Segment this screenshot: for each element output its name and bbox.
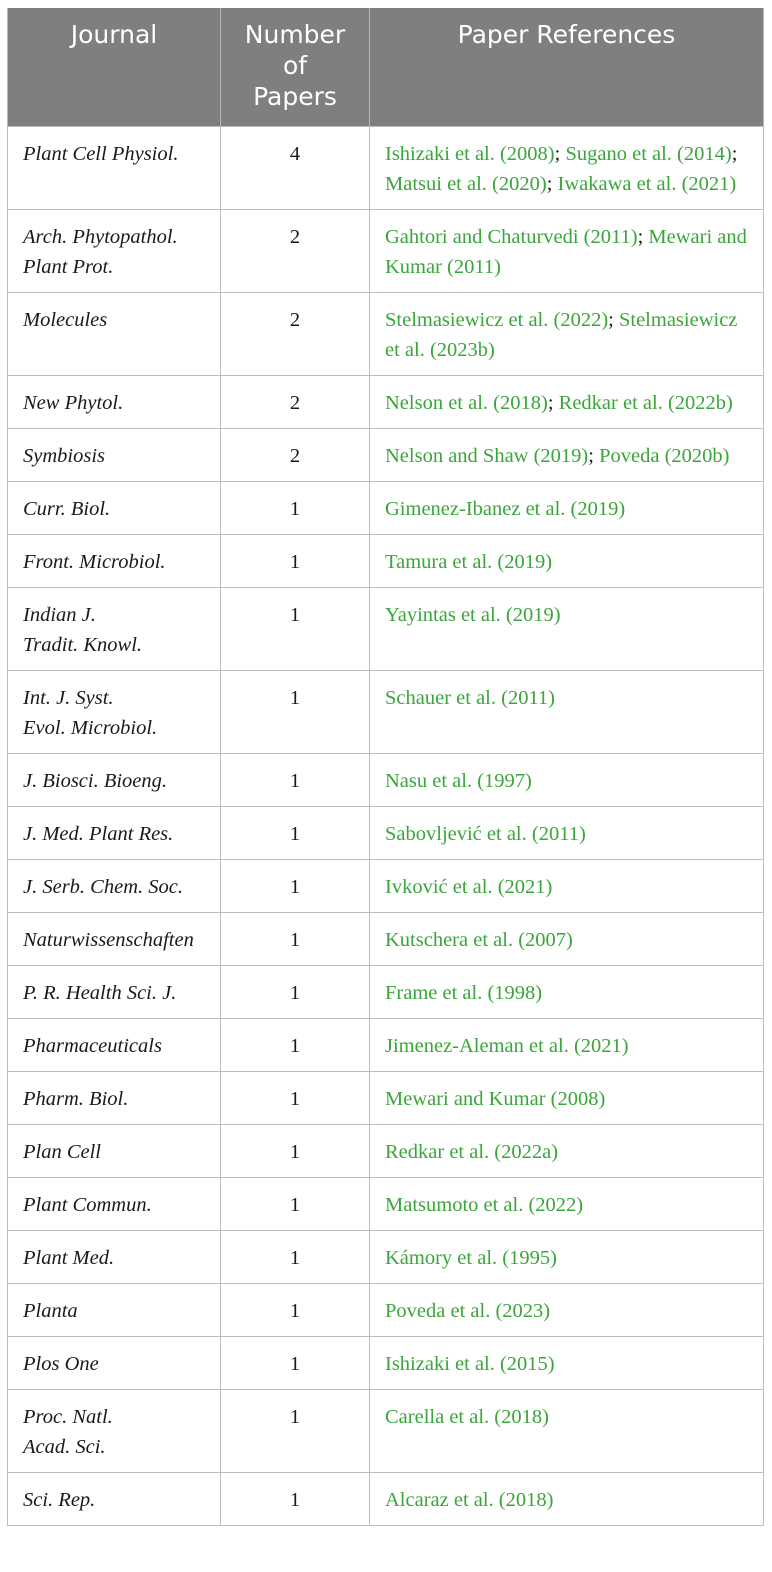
paper-count: 1 [289, 1488, 301, 1511]
reference-link[interactable]: Nelson and Shaw (2019) [385, 444, 589, 467]
table-row [8, 126, 764, 209]
references-cell [370, 428, 764, 481]
references-cell [370, 806, 764, 859]
reference-separator: ; [547, 391, 559, 414]
reference-separator: ; [588, 444, 600, 467]
references-cell [370, 1177, 764, 1230]
journal-cell [8, 428, 221, 481]
reference-link[interactable]: Kámory et al. (1995) [385, 1246, 557, 1269]
reference-link[interactable]: Iwakawa et al. (2021) [557, 172, 737, 195]
paper-count: 1 [289, 928, 301, 951]
paper-count: 1 [289, 1140, 301, 1163]
journal-cell [8, 292, 221, 375]
paper-count: 1 [289, 822, 301, 845]
references-cell [370, 587, 764, 670]
references-cell [370, 126, 764, 209]
references-cell [370, 1389, 764, 1472]
table-row [8, 1177, 764, 1230]
paper-count-cell [221, 1071, 370, 1124]
table-body [8, 126, 764, 1525]
table-row [8, 1283, 764, 1336]
references-cell [370, 1071, 764, 1124]
paper-count: 1 [289, 1405, 301, 1428]
paper-count-cell [221, 1018, 370, 1071]
table-row [8, 587, 764, 670]
paper-count: 1 [289, 1034, 301, 1057]
journal-cell [8, 587, 221, 670]
reference-link[interactable]: Kutschera et al. (2007) [385, 928, 573, 951]
journal-cell [8, 1472, 221, 1525]
journal-name: Plant Prot. [23, 255, 114, 278]
reference-link[interactable]: Alcaraz et al. (2018) [385, 1488, 554, 1511]
journal-cell [8, 126, 221, 209]
journal-name: J. Biosci. Bioeng. [23, 769, 168, 792]
journal-name: Naturwissenschaften [23, 928, 194, 951]
references-cell [370, 965, 764, 1018]
journal-name: Evol. Microbiol. [23, 716, 158, 739]
reference-separator: ; [554, 142, 566, 165]
paper-count: 1 [289, 1246, 301, 1269]
journal-cell [8, 753, 221, 806]
paper-count: 2 [289, 444, 301, 467]
table-row [8, 481, 764, 534]
header-number-line: Number [244, 20, 346, 49]
journal-cell [8, 670, 221, 753]
reference-link[interactable]: Gahtori and Chaturvedi (2011) [385, 225, 638, 248]
header-journal [8, 8, 221, 126]
header-number-line: Papers [253, 82, 337, 111]
references-cell [370, 1336, 764, 1389]
journal-cell [8, 375, 221, 428]
references-cell [370, 1124, 764, 1177]
journal-name: Planta [23, 1299, 78, 1322]
table-row [8, 912, 764, 965]
paper-count-cell [221, 806, 370, 859]
reference-link[interactable]: Stelmasiewicz et al. (2023b) [385, 308, 738, 361]
reference-link[interactable]: Ishizaki et al. (2015) [385, 1352, 555, 1375]
paper-count: 1 [289, 875, 301, 898]
references-cell [370, 292, 764, 375]
references-cell [370, 534, 764, 587]
reference-link[interactable]: Poveda (2020b) [599, 444, 730, 467]
paper-count: 2 [289, 308, 301, 331]
paper-count-cell [221, 375, 370, 428]
journal-cell [8, 806, 221, 859]
references-cell [370, 209, 764, 292]
journal-cell [8, 1389, 221, 1472]
paper-count: 1 [289, 497, 301, 520]
journal-name: J. Med. Plant Res. [23, 822, 174, 845]
header-references-label: Paper References [457, 20, 676, 49]
paper-count-cell [221, 1230, 370, 1283]
journal-cell [8, 1283, 221, 1336]
header-row [8, 8, 764, 126]
journal-cell [8, 965, 221, 1018]
table-row [8, 1018, 764, 1071]
reference-link[interactable]: Ivković et al. (2021) [385, 875, 553, 898]
paper-count-cell [221, 1472, 370, 1525]
reference-link[interactable]: Sabovljević et al. (2011) [385, 822, 586, 845]
paper-count-cell [221, 1389, 370, 1472]
journal-name: Proc. Natl. [23, 1405, 113, 1428]
reference-separator: ; [608, 308, 619, 331]
journal-name: Molecules [23, 308, 108, 331]
journal-name: Symbiosis [23, 444, 105, 467]
reference-link[interactable]: Sugano et al. (2014) [565, 142, 732, 165]
journal-name: Plant Commun. [23, 1193, 152, 1216]
table-row [8, 1230, 764, 1283]
table-row [8, 670, 764, 753]
references-cell [370, 912, 764, 965]
table-row [8, 1124, 764, 1177]
header-paper-references [370, 8, 764, 126]
paper-count-cell [221, 912, 370, 965]
paper-count-cell [221, 1336, 370, 1389]
reference-link[interactable]: Matsui et al. (2020) [385, 172, 547, 195]
table-row [8, 1071, 764, 1124]
paper-count-cell [221, 1283, 370, 1336]
paper-count: 1 [289, 769, 301, 792]
reference-link[interactable]: Ishizaki et al. (2008) [385, 142, 555, 165]
table-row [8, 965, 764, 1018]
paper-count: 1 [289, 1299, 301, 1322]
references-cell [370, 670, 764, 753]
reference-link[interactable]: Frame et al. (1998) [385, 981, 543, 1004]
paper-count-cell [221, 1124, 370, 1177]
journal-cell [8, 481, 221, 534]
references-cell [370, 1230, 764, 1283]
reference-link[interactable]: Mewari and Kumar (2008) [385, 1087, 606, 1110]
journal-table [7, 8, 764, 1526]
paper-count: 1 [289, 1087, 301, 1110]
table-row [8, 1389, 764, 1472]
references-cell [370, 753, 764, 806]
journal-name: Int. J. Syst. [23, 686, 114, 709]
journal-cell [8, 209, 221, 292]
table-row [8, 1472, 764, 1525]
reference-link[interactable]: Redkar et al. (2022b) [558, 391, 733, 414]
reference-link[interactable]: Carella et al. (2018) [385, 1405, 549, 1428]
paper-count-cell [221, 753, 370, 806]
references-cell [370, 1018, 764, 1071]
reference-link[interactable]: Matsumoto et al. (2022) [385, 1193, 584, 1216]
table-row [8, 375, 764, 428]
references-cell [370, 375, 764, 428]
journal-name: Tradit. Knowl. [23, 633, 143, 656]
journal-cell [8, 1336, 221, 1389]
references-cell [370, 481, 764, 534]
journal-cell [8, 534, 221, 587]
journal-name: P. R. Health Sci. J. [23, 981, 177, 1004]
journal-name: Pharmaceuticals [23, 1034, 162, 1057]
table-row [8, 859, 764, 912]
paper-count: 1 [289, 1193, 301, 1216]
paper-count: 2 [289, 391, 301, 414]
journal-name: Plos One [23, 1352, 99, 1375]
journal-name: Sci. Rep. [23, 1488, 96, 1511]
header-number-line: of [282, 51, 308, 80]
table-row [8, 534, 764, 587]
header-number-of-papers [221, 8, 370, 126]
paper-count: 1 [289, 686, 301, 709]
journal-name: New Phytol. [23, 391, 124, 414]
reference-link[interactable]: Tamura et al. (2019) [385, 550, 553, 573]
paper-count-cell [221, 292, 370, 375]
journal-cell [8, 912, 221, 965]
references-cell [370, 1472, 764, 1525]
paper-count: 1 [289, 550, 301, 573]
paper-count-cell [221, 481, 370, 534]
reference-separator: ; [546, 172, 558, 195]
journal-name: Front. Microbiol. [23, 550, 166, 573]
paper-count-cell [221, 587, 370, 670]
paper-count-cell [221, 1177, 370, 1230]
journal-name: Plant Cell Physiol. [23, 142, 179, 165]
paper-count: 2 [289, 225, 301, 248]
reference-separator: ; [637, 225, 649, 248]
reference-link[interactable]: Jimenez-Aleman et al. (2021) [385, 1034, 629, 1057]
journal-name: Acad. Sci. [23, 1435, 106, 1458]
paper-count-cell [221, 670, 370, 753]
paper-count: 1 [289, 1352, 301, 1375]
paper-count-cell [221, 428, 370, 481]
reference-link[interactable]: Mewari and Kumar (2011) [385, 225, 747, 278]
paper-count-cell [221, 534, 370, 587]
table-row [8, 428, 764, 481]
reference-link[interactable]: Stelmasiewicz et al. (2022) [385, 308, 609, 331]
reference-separator: ; [731, 142, 738, 165]
paper-count: 4 [289, 142, 301, 165]
references-cell [370, 859, 764, 912]
table-header [8, 8, 764, 126]
journal-name: Curr. Biol. [23, 497, 111, 520]
paper-count: 1 [289, 981, 301, 1004]
journal-cell [8, 1230, 221, 1283]
journal-name: J. Serb. Chem. Soc. [23, 875, 183, 898]
paper-count-cell [221, 965, 370, 1018]
header-journal-label: Journal [70, 20, 158, 49]
table-row [8, 753, 764, 806]
reference-link[interactable]: Poveda et al. (2023) [385, 1299, 551, 1322]
reference-link[interactable]: Gimenez-Ibanez et al. (2019) [385, 497, 626, 520]
table-row [8, 209, 764, 292]
table-row [8, 292, 764, 375]
journal-name: Plant Med. [23, 1246, 115, 1269]
journal-name: Indian J. [23, 603, 96, 626]
journal-cell [8, 1124, 221, 1177]
reference-link[interactable]: Nasu et al. (1997) [385, 769, 532, 792]
reference-link[interactable]: Redkar et al. (2022a) [385, 1140, 559, 1163]
paper-count-cell [221, 209, 370, 292]
paper-count: 1 [289, 603, 301, 626]
journal-name: Pharm. Biol. [23, 1087, 129, 1110]
reference-link[interactable]: Schauer et al. (2011) [385, 686, 556, 709]
journal-cell [8, 859, 221, 912]
journal-name: Plan Cell [23, 1140, 102, 1163]
journal-name: Arch. Phytopathol. [23, 225, 178, 248]
paper-count-cell [221, 859, 370, 912]
table-row [8, 806, 764, 859]
journal-cell [8, 1071, 221, 1124]
journal-cell [8, 1177, 221, 1230]
paper-count-cell [221, 126, 370, 209]
references-cell [370, 1283, 764, 1336]
reference-link[interactable]: Yayintas et al. (2019) [385, 603, 561, 626]
table-row [8, 1336, 764, 1389]
journal-cell [8, 1018, 221, 1071]
reference-link[interactable]: Nelson et al. (2018) [385, 391, 548, 414]
